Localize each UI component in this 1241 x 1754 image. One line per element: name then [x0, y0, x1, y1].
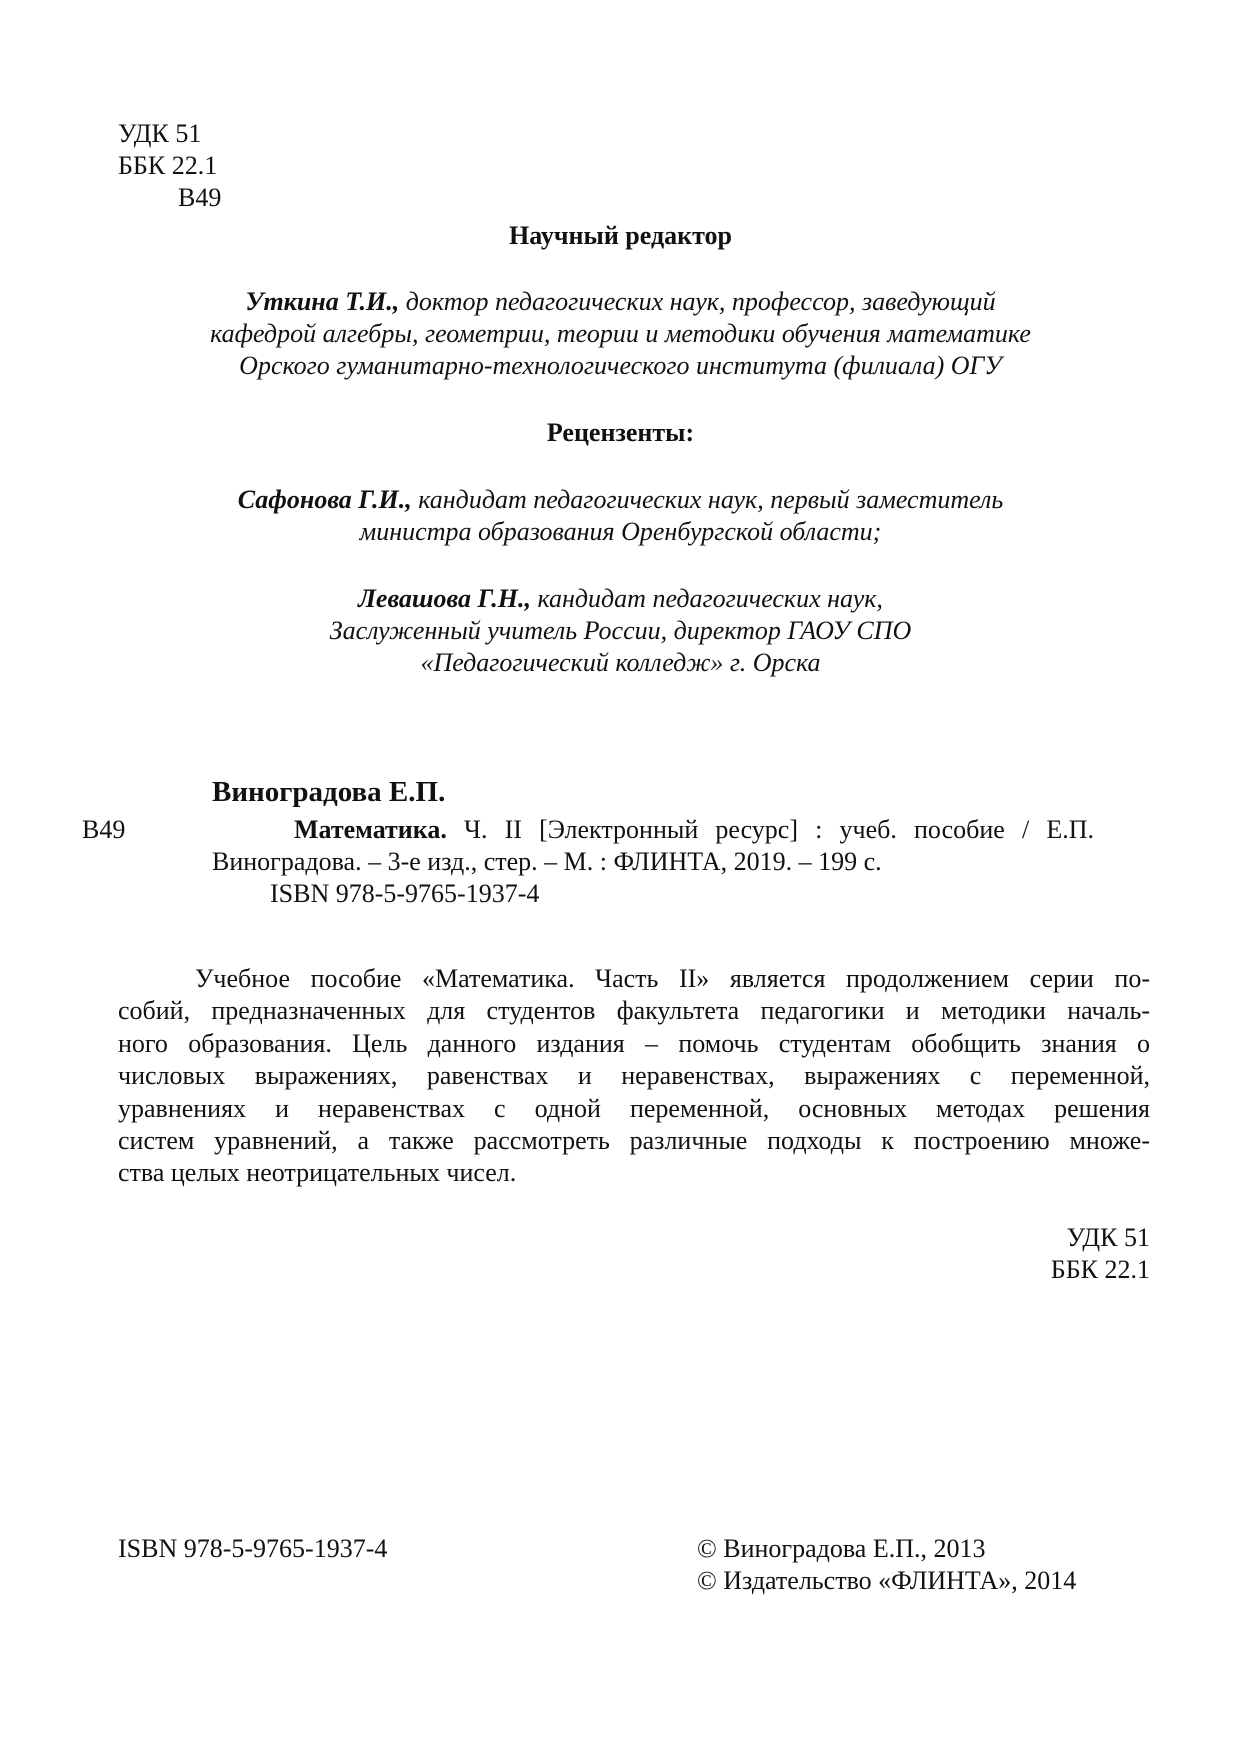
- author-mark: В49: [178, 183, 222, 212]
- reviewer-2-desc-3: «Педагогический колледж» г. Орска: [420, 648, 821, 677]
- catalog-isbn: ISBN 978-5-9765-1937-4: [270, 879, 540, 908]
- editor-name: Уткина Т.И.,: [245, 287, 400, 316]
- reviewer-1-name: Сафонова Г.И.,: [237, 485, 412, 514]
- copyright-publisher: © Издательство «ФЛИНТА», 2014: [697, 1566, 1077, 1595]
- footer-isbn: ISBN 978-5-9765-1937-4: [118, 1534, 388, 1563]
- editor-desc-3: Орского гуманитарно-технологического института (филиала) ОГУ: [239, 351, 1002, 380]
- editor-desc-1: доктор педагогических наук, профессор, заведующий: [399, 287, 996, 316]
- catalog-title-rest: Ч. II [Электронный ресурс] : учеб. пособие / Е.П.: [446, 815, 1094, 844]
- reviewer-2-line-1: [0, 583, 1241, 615]
- reviewers-heading: Рецензенты:: [546, 418, 695, 447]
- reviewer-1-desc-2: министра образования Оренбургской области;: [359, 517, 882, 546]
- reviewer-2-name: Левашова Г.Н.,: [358, 584, 531, 613]
- annotation-line-6: систем уравнений, а также рассмотреть различные подходы к построению множе-: [118, 1126, 1150, 1156]
- catalog-title-line: [294, 814, 1094, 846]
- annotation-line-2: собий, предназначенных для студентов факультета педагогики и методики началь-: [118, 996, 1150, 1026]
- reviewer-1-line-1: [0, 484, 1241, 516]
- annotation-line-3: ного образования. Цель данного издания – помочь студентам обобщить знания о: [118, 1028, 1150, 1058]
- udk-code-bottom: УДК 51: [1066, 1223, 1150, 1252]
- bbk-code-bottom: ББК 22.1: [1050, 1255, 1150, 1284]
- reviewer-2-desc-2: Заслуженный учитель России, директор ГАОУ СПО: [329, 616, 912, 645]
- annotation-line-4: числовых выражениях, равенствах и неравенствах, выражениях с переменной,: [118, 1061, 1150, 1091]
- editor-line-1: [0, 286, 1241, 318]
- editor-heading: Научный редактор: [508, 221, 732, 250]
- copyright-author: © Виноградова Е.П., 2013: [697, 1534, 986, 1563]
- udk-code: УДК 51: [118, 119, 202, 148]
- catalog-mark: В49: [82, 815, 126, 844]
- bbk-code: ББК 22.1: [118, 151, 218, 180]
- catalog-title: Математика.: [294, 815, 447, 844]
- annotation-line-1: Учебное пособие «Математика. Часть II» является продолжением серии по-: [195, 964, 1150, 993]
- annotation: [118, 963, 1150, 1190]
- editor-desc-2: кафедрой алгебры, геометрии, теории и методики обучения математике: [210, 319, 1031, 348]
- catalog-line-2: Виноградова. – 3-е изд., стер. – М. : ФЛИНТА, 2019. – 199 с.: [212, 847, 882, 876]
- annotation-line-5: уравнениях и неравенствах с одной переменной, основных методах решения: [118, 1093, 1150, 1123]
- catalog-author: Виноградова Е.П.: [212, 776, 446, 808]
- annotation-line-7: ства целых неотрицательных чисел.: [118, 1158, 517, 1188]
- reviewer-1-desc-1: кандидат педагогических наук, первый заместитель: [411, 485, 1004, 514]
- reviewer-2-desc-1: кандидат педагогических наук,: [530, 584, 883, 613]
